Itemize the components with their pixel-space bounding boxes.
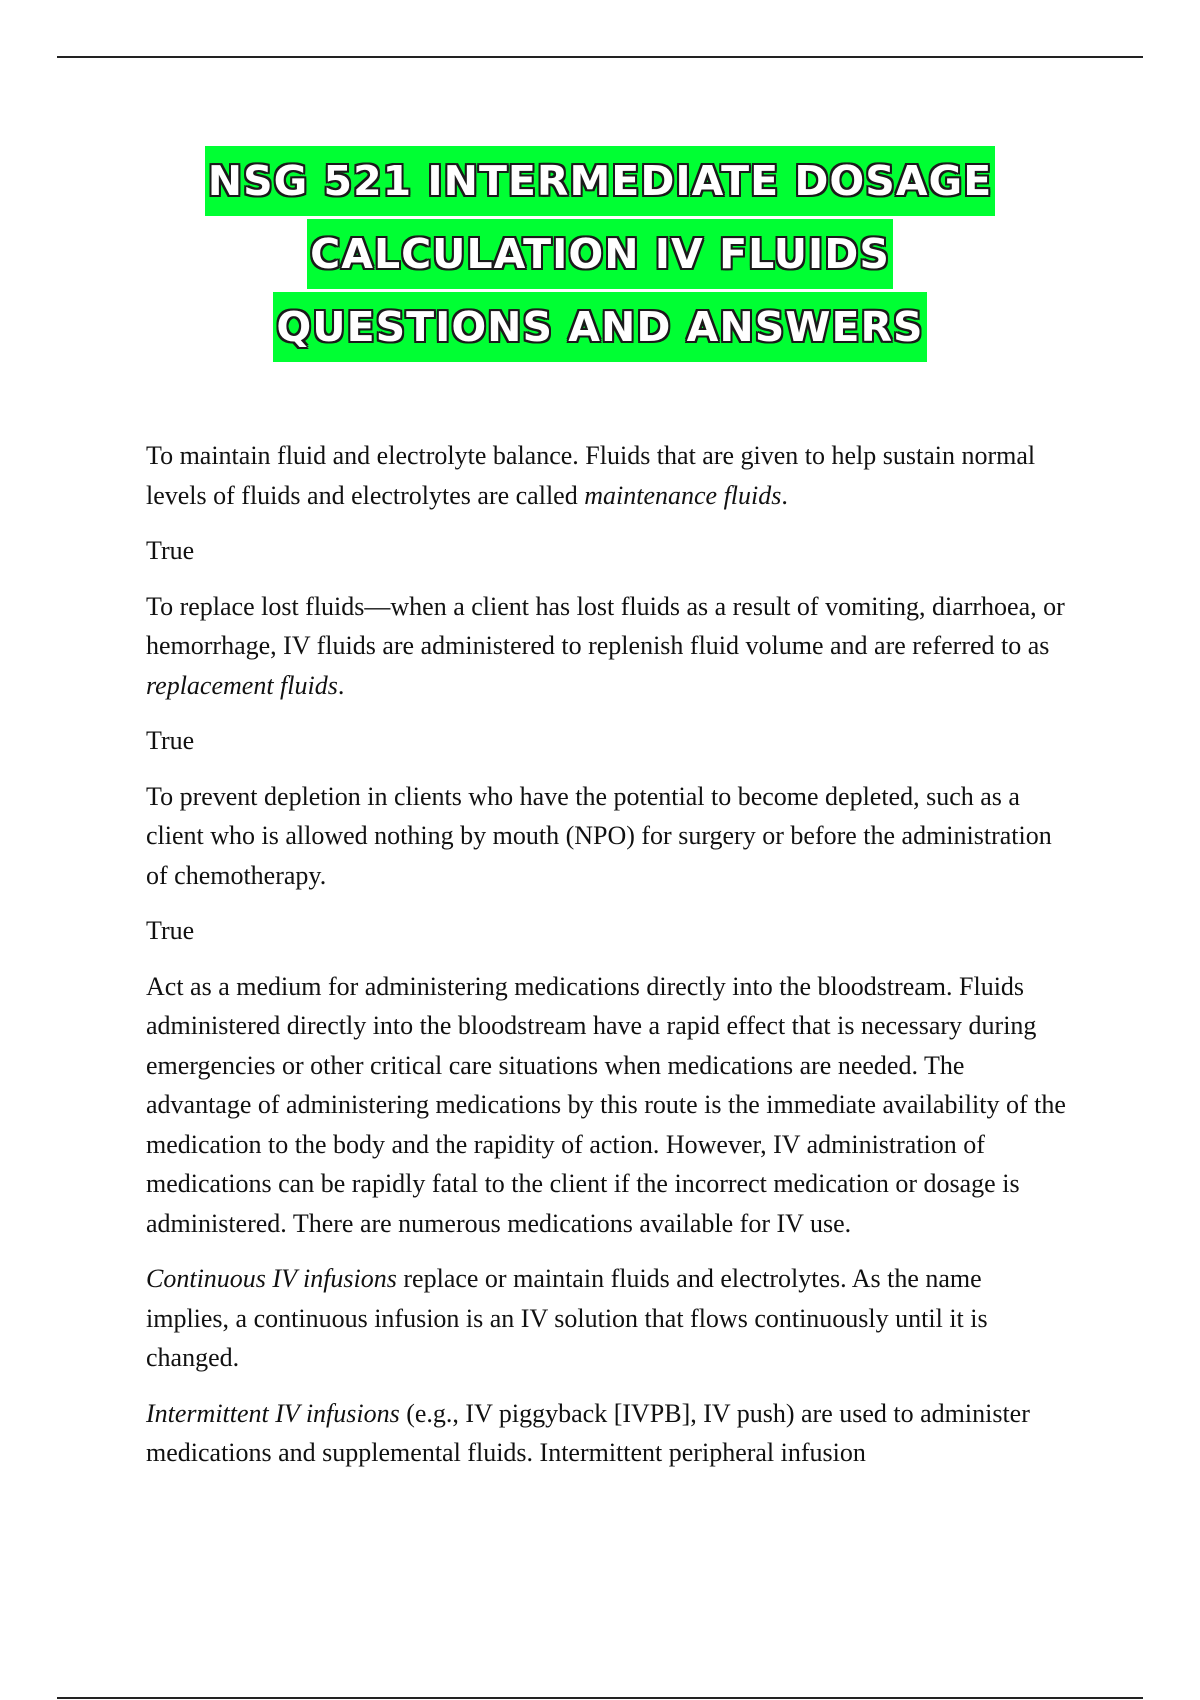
- paragraph-prevent-depletion: To prevent depletion in clients who have the potential to become depleted, such as a client who is allowed nothing by mouth (NPO) for surgery or before the administration of chemotherapy.: [146, 781, 1052, 890]
- bottom-rule: [57, 1697, 1143, 1699]
- term-continuous-iv-infusions: Continuous IV infusions: [146, 1264, 397, 1293]
- paragraph-continuous-infusions: Continuous IV infusions replace or maintain fluids and electrolytes. As the name implies, a continuous infusion is an IV solution that flows continuously until it is changed.: [146, 1264, 988, 1372]
- title-line-3: QUESTIONS AND ANSWERS: [273, 292, 926, 362]
- paragraph-maintenance: To maintain fluid and electrolyte balance. Fluids that are given to help sustain normal levels of fluids and electrolytes are called maintenance fluids.: [146, 441, 1036, 510]
- term-replacement-fluids: replacement fluids: [146, 670, 338, 700]
- title-line-2: CALCULATION IV FLUIDS: [307, 219, 893, 289]
- term-intermittent-iv-infusions: Intermittent IV infusions: [146, 1398, 400, 1428]
- document-title: [0, 146, 1200, 365]
- document-body: [146, 436, 1066, 1489]
- top-rule: [57, 56, 1143, 58]
- paragraph-medium-for-medications: Act as a medium for administering medications directly into the bloodstream. Fluids administered directly into the bloodstream have a rapid effect that is necessary during emergencies or other critical care situations when medications are needed. The advantage of administering medications by this route is the immediate availability of the medication to the body and the rapidity of action. However, IV administration of medications can be rapidly fatal to the client if the incorrect medication or dosage is administered. There are numerous medications available for IV use.: [146, 971, 1066, 1238]
- answer-3: True: [146, 916, 195, 945]
- answer-2: True: [146, 726, 195, 755]
- term-maintenance-fluids: maintenance fluids: [584, 480, 782, 510]
- answer-1: True: [146, 536, 195, 565]
- title-line-1: NSG 521 INTERMEDIATE DOSAGE: [205, 146, 995, 216]
- paragraph-replacement: To replace lost fluids—when a client has lost fluids as a result of vomiting, diarrhoea, or hemorrhage, IV fluids are administered to replenish fluid volume and are referred to as replacement fluids.: [146, 591, 1065, 700]
- paragraph-intermittent-infusions: Intermittent IV infusions (e.g., IV piggyback [IVPB], IV push) are used to administer medications and supplemental fluids. Intermittent peripheral infusion: [146, 1398, 1030, 1467]
